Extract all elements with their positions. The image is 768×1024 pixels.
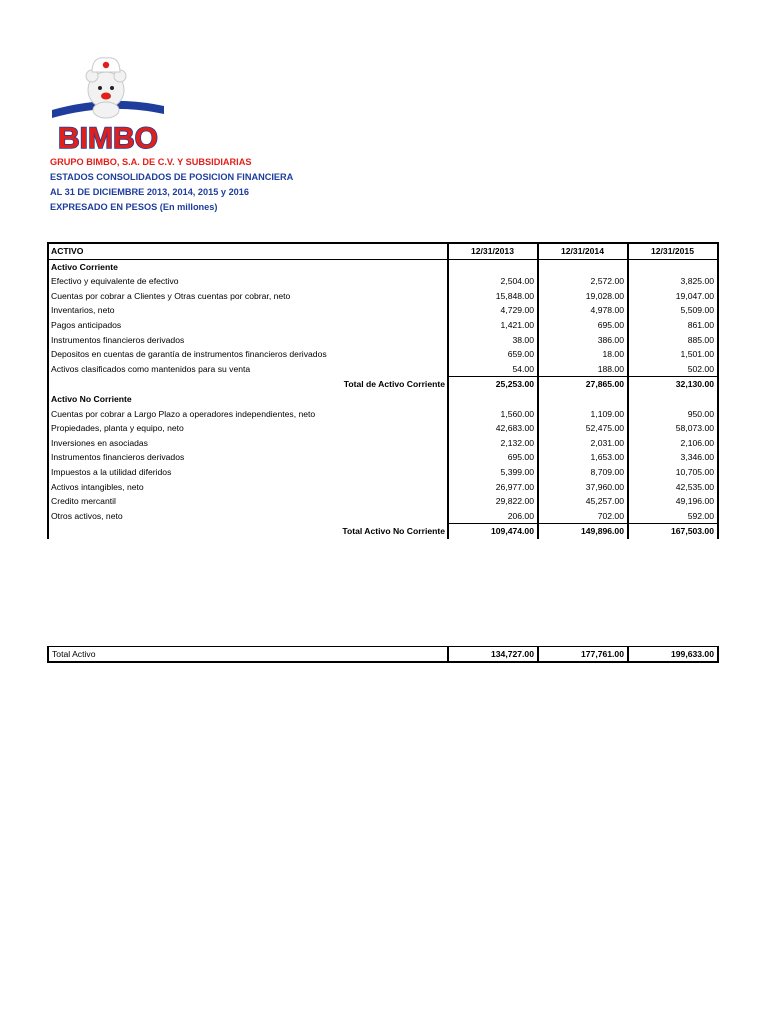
row-value: 4,729.00 (448, 303, 538, 318)
row-label: Activos clasificados como mantenidos para su venta (48, 362, 448, 377)
row-value: 58,073.00 (628, 421, 718, 436)
report-header (50, 155, 293, 215)
row-value: 10,705.00 (628, 465, 718, 480)
row-label: Activos intangibles, neto (48, 480, 448, 495)
subtotal-value: 167,503.00 (628, 524, 718, 539)
row-value: 2,572.00 (538, 274, 628, 289)
subtotal-value: 149,896.00 (538, 524, 628, 539)
bimbo-logo (48, 50, 168, 155)
row-value: 592.00 (628, 509, 718, 524)
row-value: 2,504.00 (448, 274, 538, 289)
row-value: 4,978.00 (538, 303, 628, 318)
row-value: 2,031.00 (538, 436, 628, 451)
row-value: 659.00 (448, 347, 538, 362)
row-value: 18.00 (538, 347, 628, 362)
row-value: 26,977.00 (448, 480, 538, 495)
table-row (48, 347, 718, 362)
row-value: 1,653.00 (538, 450, 628, 465)
row-label: Cuentas por cobrar a Clientes y Otras cuentas por cobrar, neto (48, 289, 448, 304)
table-row (48, 436, 718, 451)
table-row (48, 333, 718, 348)
row-value: 188.00 (538, 362, 628, 377)
row-value: 695.00 (448, 450, 538, 465)
row-value: 1,109.00 (538, 407, 628, 422)
row-label: Instrumentos financieros derivados (48, 333, 448, 348)
row-value: 386.00 (538, 333, 628, 348)
column-header: 12/31/2015 (628, 243, 718, 259)
table-header-row (48, 243, 718, 259)
row-value: 15,848.00 (448, 289, 538, 304)
logo-wordmark: BIMBO (58, 122, 158, 155)
subtotal-value: 109,474.00 (448, 524, 538, 539)
row-label: Otros activos, neto (48, 509, 448, 524)
balance-sheet-table (47, 242, 719, 539)
row-value: 8,709.00 (538, 465, 628, 480)
table-row (48, 421, 718, 436)
subtotal-label: Total Activo No Corriente (48, 524, 448, 539)
table-row (48, 303, 718, 318)
row-value: 42,683.00 (448, 421, 538, 436)
total-value: 177,761.00 (538, 647, 628, 663)
company-name: GRUPO BIMBO, S.A. DE C.V. Y SUBSIDIARIAS (50, 157, 252, 167)
column-header: 12/31/2014 (538, 243, 628, 259)
row-label: Propiedades, planta y equipo, neto (48, 421, 448, 436)
row-label: Inventarios, neto (48, 303, 448, 318)
row-value: 885.00 (628, 333, 718, 348)
table-row (48, 450, 718, 465)
report-units: EXPRESADO EN PESOS (En millones) (50, 202, 218, 212)
row-value: 861.00 (628, 318, 718, 333)
row-value: 42,535.00 (628, 480, 718, 495)
row-value: 1,421.00 (448, 318, 538, 333)
subtotal-value: 25,253.00 (448, 377, 538, 392)
row-value: 52,475.00 (538, 421, 628, 436)
row-value: 950.00 (628, 407, 718, 422)
row-value: 49,196.00 (628, 494, 718, 509)
table-row (48, 362, 718, 377)
row-value: 2,132.00 (448, 436, 538, 451)
row-label: Pagos anticipados (48, 318, 448, 333)
total-value: 199,633.00 (628, 647, 718, 663)
row-value: 19,028.00 (538, 289, 628, 304)
row-label: Credito mercantil (48, 494, 448, 509)
table-row (48, 407, 718, 422)
heading-activo: ACTIVO (48, 243, 448, 259)
report-title: ESTADOS CONSOLIDADOS DE POSICION FINANCIERA (50, 172, 294, 182)
row-value: 695.00 (538, 318, 628, 333)
subtotal-value: 27,865.00 (538, 377, 628, 392)
row-value: 206.00 (448, 509, 538, 524)
total-row (48, 647, 718, 663)
total-value: 134,727.00 (448, 647, 538, 663)
row-label: Efectivo y equivalente de efectivo (48, 274, 448, 289)
section-row (48, 259, 718, 274)
row-value: 45,257.00 (538, 494, 628, 509)
row-value: 502.00 (628, 362, 718, 377)
row-label: Inversiones en asociadas (48, 436, 448, 451)
section-row (48, 392, 718, 407)
table-row (48, 289, 718, 304)
row-value: 1,501.00 (628, 347, 718, 362)
row-value: 29,822.00 (448, 494, 538, 509)
row-value: 37,960.00 (538, 480, 628, 495)
row-label: Depositos en cuentas de garantía de instrumentos financieros derivados (48, 347, 448, 362)
row-value: 54.00 (448, 362, 538, 377)
row-label: Cuentas por cobrar a Largo Plazo a operadores independientes, neto (48, 407, 448, 422)
row-value: 702.00 (538, 509, 628, 524)
table-row (48, 480, 718, 495)
table-row (48, 318, 718, 333)
section-title: Activo No Corriente (48, 392, 448, 407)
table-row (48, 465, 718, 480)
row-value: 2,106.00 (628, 436, 718, 451)
column-header: 12/31/2013 (448, 243, 538, 259)
row-label: Impuestos a la utilidad diferidos (48, 465, 448, 480)
table-row (48, 274, 718, 289)
row-value: 38.00 (448, 333, 538, 348)
row-value: 1,560.00 (448, 407, 538, 422)
subtotal-label: Total de Activo Corriente (48, 377, 448, 392)
total-label: Total Activo (48, 647, 448, 663)
section-title: Activo Corriente (48, 259, 448, 274)
subtotal-row (48, 377, 718, 392)
total-assets-table (47, 646, 719, 663)
table-row (48, 494, 718, 509)
row-value: 3,346.00 (628, 450, 718, 465)
subtotal-value: 32,130.00 (628, 377, 718, 392)
row-value: 19,047.00 (628, 289, 718, 304)
row-value: 5,509.00 (628, 303, 718, 318)
row-value: 5,399.00 (448, 465, 538, 480)
report-period: AL 31 DE DICIEMBRE 2013, 2014, 2015 y 2016 (50, 187, 250, 197)
row-label: Instrumentos financieros derivados (48, 450, 448, 465)
table-row (48, 509, 718, 524)
subtotal-row (48, 524, 718, 539)
row-value: 3,825.00 (628, 274, 718, 289)
